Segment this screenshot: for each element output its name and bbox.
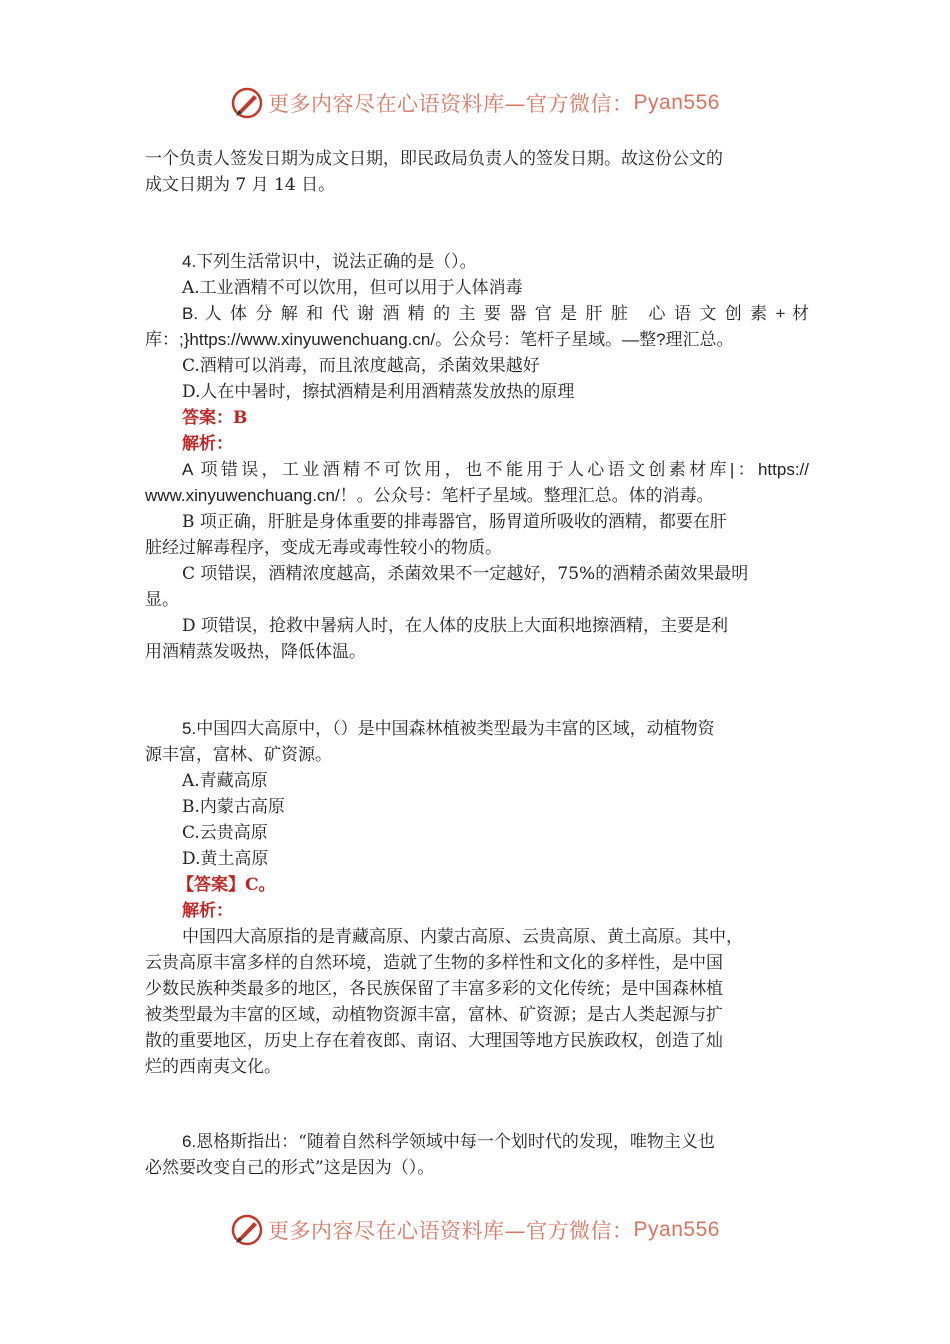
question-stem: 6.恩格斯指出：“随着自然科学领域中每一个划时代的发现，唯物主义也 [182,1132,715,1152]
explanation-line: 烂的西南夷文化。 [145,1057,281,1077]
intro-line: 成文日期为 7 月 14 日。 [145,175,336,195]
analysis-label: 解析： [182,434,233,454]
banner-wechat-id: Pyan556 [633,91,720,114]
question-stem: 5.中国四大高原中，（）是中国森林植被类型最为丰富的区域，动植物资 [182,719,715,739]
explanation-line: D 项错误，抢救中暑病人时，在人体的皮肤上大面积地擦酒精，主要是利 [182,616,729,636]
intro-paragraph [145,146,809,198]
pen-logo-icon [230,86,264,120]
question-stem: 4.下列生活常识中，说法正确的是（）。 [182,252,477,272]
option-c: C.酒精可以消毒，而且浓度越高，杀菌效果越好 [182,356,540,376]
option-b-line: B. 人 体 分 解 和 代 谢 酒 精 的 主 要 器 官 是 肝 脏 心 语 文 创 素 + 材 [182,304,809,323]
question-6 [145,1129,809,1181]
banner-wechat-id: Pyan556 [633,1218,720,1241]
question-stem-line: 必然要改变自己的形式”这是因为（）。 [145,1158,435,1178]
banner-text: 更多内容尽在心语资料库—官方微信： [268,92,634,116]
answer: 【答案】C。 [177,875,276,895]
pen-logo-icon [230,1213,264,1247]
question-4 [145,249,809,665]
explanation-line: B 项正确，肝脏是身体重要的排毒器官，肠胃道所吸收的酒精，都要在肝 [182,512,727,532]
explanation-line: 少数民族种类最多的地区，各民族保留了丰富多彩的文化传统；是中国森林植 [145,979,723,999]
banner-text: 更多内容尽在心语资料库—官方微信： [268,1219,634,1243]
header-watermark-banner [0,83,950,123]
explanation-line: 被类型最为丰富的区域，动植物资源丰富，富林、矿资源；是古人类起源与扩 [145,1005,723,1025]
explanation-line: 用酒精蒸发吸热，降低体温。 [145,642,366,662]
question-5 [145,716,809,1080]
option-a: A.工业酒精不可以饮用，但可以用于人体消毒 [182,278,523,298]
answer: 答案：B [182,408,248,428]
explanation-line: 显。 [145,590,179,610]
option-a: A.青藏高原 [182,771,268,791]
option-b-line: 库：;}https://www.xinyuwenchuang.cn/。公众号：笔杆子星域。—整?理汇总。 [145,330,734,349]
option-d: D.黄土高原 [182,849,269,869]
explanation-line: A 项错误，工业酒精不可饮用，也不能用于人心语文创素材库|：https:// [182,460,809,479]
analysis-label: 解析： [182,901,233,921]
explanation-line: 散的重要地区，历史上存在着夜郎、南诏、大理国等地方民族政权，创造了灿 [145,1031,723,1051]
option-b: B.内蒙古高原 [182,797,285,817]
explanation-line: 中国四大高原指的是青藏高原、内蒙古高原、云贵高原、黄土高原。其中， [182,927,743,947]
explanation-line: www.xinyuwenchuang.cn/！。公众号：笔杆子星域。整理汇总。体的消毒。 [145,486,714,505]
explanation-line: 脏经过解毒程序，变成无毒或毒性较小的物质。 [145,538,502,558]
intro-line: 一个负责人签发日期为成文日期，即民政局负责人的签发日期。故这份公文的 [145,149,723,169]
option-c: C.云贵高原 [182,823,268,843]
explanation-line: C 项错误，酒精浓度越高，杀菌效果不一定越好，75%的酒精杀菌效果最明 [182,564,749,584]
question-stem-line: 源丰富，富林、矿资源。 [145,745,332,765]
option-d: D.人在中暑时，擦拭酒精是利用酒精蒸发放热的原理 [182,382,575,402]
footer-watermark-banner [0,1210,950,1250]
explanation-line: 云贵高原丰富多样的自然环境，造就了生物的多样性和文化的多样性，是中国 [145,953,723,973]
